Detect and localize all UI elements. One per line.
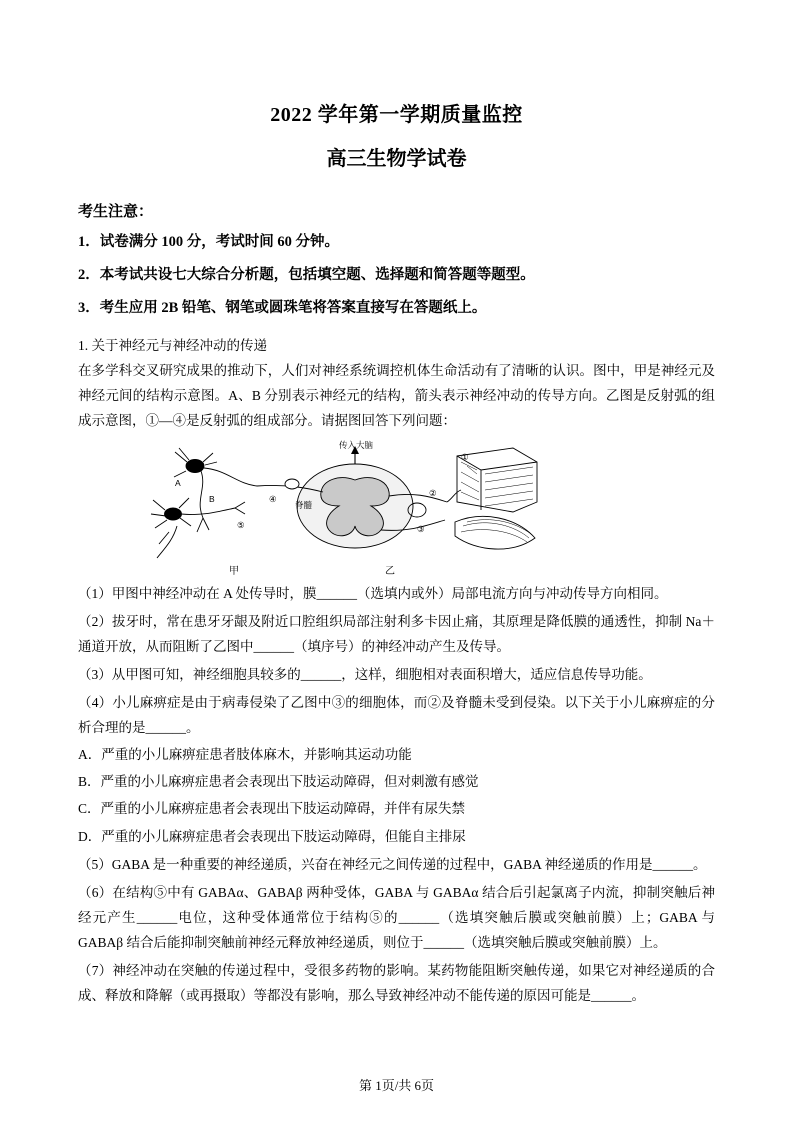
sub-question-2: （2）拔牙时，常在患牙牙龈及附近口腔组织局部注射利多卡因止痛，其原理是降低膜的通透性，抑制 Na＋通道开放，从而阻断了乙图中______（填序号）的神经冲动产生及传导。 bbox=[78, 613, 715, 654]
notice-item-2: 2．本考试共设七大综合分析题，包括填空题、选择题和简答题等题型。 bbox=[78, 266, 535, 283]
sub-question-5: （5）GABA 是一种重要的神经递质，兴奋在神经元之间传递的过程中，GABA 神经递质的作用是______。 bbox=[78, 856, 707, 872]
figure-label-1: ① bbox=[460, 451, 469, 462]
title-block bbox=[78, 100, 715, 174]
figure-container bbox=[78, 440, 715, 578]
figure-label-2: ② bbox=[428, 487, 437, 498]
diagram-svg bbox=[117, 440, 677, 578]
figure-caption-left: 甲 bbox=[228, 565, 239, 577]
notice-heading: 考生注意： bbox=[78, 204, 154, 220]
sub-question-4: （4）小儿麻痹症是由于病毒侵染了乙图中③的细胞体，而②及脊髓未受到侵染。以下关于小儿麻痹症的分析合理的是______。 bbox=[78, 694, 715, 735]
option-d: D．严重的小儿麻痹症患者会表现出下肢运动障碍，但能自主排尿 bbox=[78, 828, 466, 844]
sub-question-1: （1）甲图中神经冲动在 A 处传导时，膜______（选填内或外）局部电流方向与冲动传导方向相同。 bbox=[78, 585, 668, 601]
sub-question-3: （3）从甲图可知，神经细胞具较多的______，这样，细胞相对表面积增大，适应信息传导功能。 bbox=[78, 666, 652, 682]
figure-label-4: ④ bbox=[268, 493, 277, 504]
option-b: B．严重的小儿麻痹症患者会表现出下肢运动障碍，但对刺激有感觉 bbox=[78, 773, 479, 789]
figure-label-B: B bbox=[208, 493, 215, 504]
figure-label-spinal-cord: 脊髓 bbox=[294, 499, 312, 510]
notice-item-1: 1．试卷满分 100 分，考试时间 60 分钟。 bbox=[78, 234, 339, 250]
figure-label-A: A bbox=[174, 477, 181, 488]
question-number: 1. 关于神经元与神经冲动的传递 bbox=[78, 338, 267, 354]
notice-item-3: 3．考生应用 2B 铅笔、钢笔或圆珠笔将答案直接写在答题纸上。 bbox=[78, 299, 487, 316]
page-title: 2022 学年第一学期质量监控 bbox=[270, 104, 523, 126]
neuron-reflex-arc-diagram bbox=[117, 440, 677, 578]
sub-question-6: （6）在结构⑤中有 GABAα、GABAβ 两种受体，GABA 与 GABAα 结合后引起氯离子内流，抑制突触后神经元产生______电位，这种受体通常位于结构⑤的______（选填突触后膜或突触前膜）上；GABA 与 GABAβ 结合后能抑制突触前神经元释放神经递质，则位于______（选填突触后膜或突触前膜）上。 bbox=[78, 884, 715, 950]
sub-question-7: （7）神经冲动在突触的传递过程中，受很多药物的影响。某药物能阻断突触传递，如果它对神经递质的合成、释放和降解（或再摄取）等都没有影响，那么导致神经冲动不能传递的原因可能是______。 bbox=[78, 962, 715, 1003]
figure-caption-right: 乙 bbox=[384, 565, 395, 577]
figure-label-3: ③ bbox=[416, 523, 425, 534]
option-c: C．严重的小儿麻痹症患者会表现出下肢运动障碍，并伴有尿失禁 bbox=[78, 801, 466, 817]
question-stem: 在多学科交叉研究成果的推动下，人们对神经系统调控机体生命活动有了清晰的认识。图中，甲是神经元及神经元间的结构示意图。A、B 分别表示神经元的结构，箭头表示神经冲动的传导方向。乙图是反射弧的组成示意图，①—④是反射弧的组成部分。请据图回答下列问题： bbox=[78, 362, 715, 428]
page-subtitle: 高三生物学试卷 bbox=[326, 148, 467, 170]
page-footer: 第 1页/共 6页 bbox=[358, 1078, 435, 1093]
option-a: A．严重的小儿麻痹症患者肢体麻木，并影响其运动功能 bbox=[78, 746, 412, 762]
figure-label-brain: 传入大脑 bbox=[338, 439, 373, 450]
figure-label-5: ⑤ bbox=[236, 519, 245, 530]
